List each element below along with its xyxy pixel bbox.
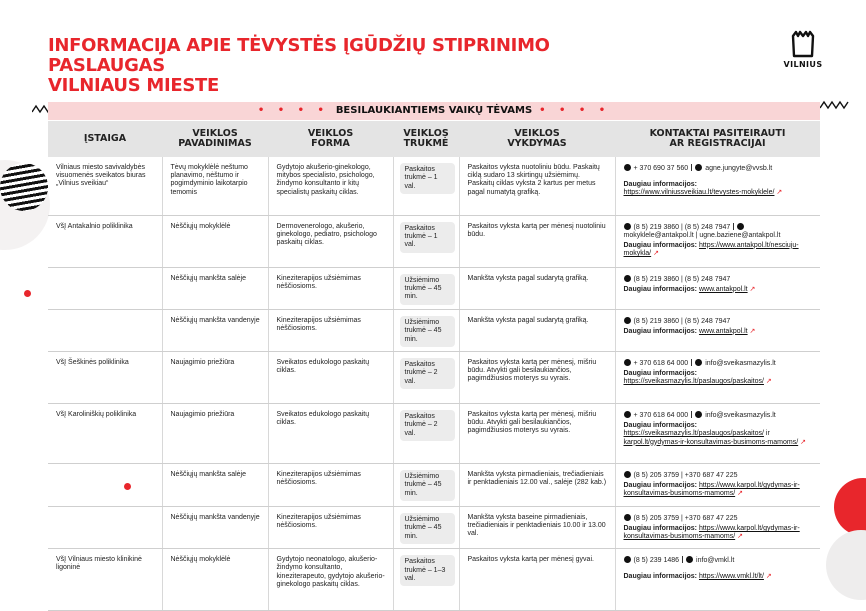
more-info-label: Daugiau informacijos: xyxy=(623,482,698,490)
more-info-link[interactable]: https://www.karpol.lt/gydymas-ir-konsultavimas-busimoms-mamoms/ xyxy=(623,525,800,541)
logo-text: VILNIUS xyxy=(783,60,823,69)
cell-activity-name: Nėščiųjų mankšta vandenyje xyxy=(162,506,268,548)
cell-activity-name: Nėščiųjų mankšta vandenyje xyxy=(162,309,268,351)
page-title-line2: VILNIAUS MIESTE xyxy=(48,75,220,96)
cell-institution: VšĮ Vilniaus miesto klinikinė ligoninė xyxy=(48,549,162,611)
cell-contacts xyxy=(615,463,820,506)
phone-number: (8 5) 219 3860 | (8 5) 248 7947 xyxy=(633,317,731,325)
table-row xyxy=(48,463,820,506)
cell-activity-name: Nėščiųjų mokyklėlė xyxy=(162,215,268,267)
cell-contacts xyxy=(615,403,820,463)
table-row xyxy=(48,309,820,351)
table-row xyxy=(48,506,820,548)
separator xyxy=(691,164,692,171)
cursor-arrow-icon: ↗ xyxy=(735,490,743,498)
phone-number: (8 5) 205 3759 | +370 687 47 225 xyxy=(633,514,738,522)
page-title-line1: INFORMACIJA APIE TĖVYSTĖS ĮGŪDŽIŲ STIPRINIMO PASLAUGAS xyxy=(48,35,550,76)
table-row xyxy=(48,351,820,403)
email-address[interactable]: info@sveikasmazylis.lt xyxy=(705,359,776,367)
more-info-line xyxy=(624,422,815,447)
table-row xyxy=(48,549,820,611)
cell-execution: Mankšta vyksta pagal sudarytą grafiką. xyxy=(459,309,615,351)
more-info-label: Daugiau informacijos: xyxy=(623,285,698,293)
more-info-label: Daugiau informacijos: xyxy=(623,525,698,533)
phone-icon xyxy=(624,411,631,418)
phone-number: + 370 690 37 560 xyxy=(633,165,689,172)
cell-execution: Paskaitos vyksta kartą per mėnesį, mišriu būdu. Atvykti gali besilaukiančios, pagimdžiusios moterys su vyrais. xyxy=(459,403,615,463)
duration-badge: Užsiėmimo trukmė – 45 min. xyxy=(400,470,455,501)
col-header-form: VEIKLOS FORMA xyxy=(307,128,354,149)
more-info-link[interactable]: www.antakpol.lt xyxy=(698,327,748,335)
more-info-line xyxy=(624,328,815,336)
cell-execution: Paskaitos vyksta kartą per mėnesį gyvai. xyxy=(459,549,615,611)
duration-badge: Paskaitos trukmė – 2 val. xyxy=(400,410,455,441)
contact-line xyxy=(624,556,815,565)
phone-number: + 370 618 64 000 xyxy=(633,359,689,367)
more-info-link[interactable]: https://sveikasmazylis.lt/paslaugos/paskaitos/ xyxy=(623,378,764,386)
phone-number: (8 5) 219 3860 | (8 5) 248 7947 xyxy=(633,275,731,283)
cell-execution: Paskaitos vyksta kartą per mėnesį, mišriu būdu. Atvykti gali besilaukiančios, pagimdžiusios moterys su vyrais. xyxy=(459,351,615,403)
section-title-bar xyxy=(48,102,820,120)
contact-line xyxy=(624,471,815,480)
more-info-line xyxy=(624,573,815,581)
more-info-link[interactable]: www.antakpol.lt xyxy=(698,285,748,293)
col-header-duration: VEIKLOS TRUKMĖ xyxy=(403,128,449,149)
cell-contacts xyxy=(615,351,820,403)
cursor-arrow-icon: ↗ xyxy=(763,573,772,581)
phone-number: + 370 618 64 000 xyxy=(633,411,689,419)
table-row xyxy=(48,403,820,463)
phone-icon xyxy=(624,223,631,230)
cell-institution: Vilniaus miesto savivaldybės visuomenės sveikatos biuras „Vilnius sveikiau“ xyxy=(48,157,162,215)
cell-duration xyxy=(393,267,459,309)
cell-activity-name: Nėščiųjų mankšta salėje xyxy=(162,463,268,506)
phone-number: (8 5) 205 3759 | +370 687 47 225 xyxy=(633,471,738,479)
phone-icon xyxy=(624,317,631,324)
contact-line xyxy=(624,411,815,420)
cell-institution: VšĮ Šeškinės poliklinika xyxy=(48,351,162,403)
cursor-arrow-icon: ↗ xyxy=(763,378,772,386)
duration-badge: Užsiėmimo trukmė – 45 min. xyxy=(400,316,455,347)
cell-contacts xyxy=(615,506,820,548)
cell-execution: Mankšta vyksta pirmadieniais, trečiadieniais ir penktadieniais 12.00 val., salėje (282 kab.) xyxy=(459,463,615,506)
email-icon xyxy=(695,164,702,171)
email-icon xyxy=(686,556,693,563)
contact-line xyxy=(624,164,815,173)
phone-icon xyxy=(624,164,631,171)
cell-duration xyxy=(393,215,459,267)
col-header-execution: VEIKLOS VYKDYMAS xyxy=(507,128,567,149)
email-icon xyxy=(695,359,702,366)
cell-activity-name: Nėščiųjų mokyklėlė xyxy=(162,549,268,611)
services-table xyxy=(48,157,820,611)
cell-contacts xyxy=(615,267,820,309)
separator xyxy=(691,359,692,366)
cell-execution: Paskaitos vyksta nuotoliniu būdu. Paskaitų ciklą sudaro 13 skirtingų užsiėmimų. Paskaitų ciklas vyksta 2 kartus per metus pagal numatytą grafiką. xyxy=(459,157,615,215)
cell-contacts xyxy=(615,215,820,267)
cursor-arrow-icon: ↗ xyxy=(651,250,659,258)
cell-activity-name: Naujagimio priežiūra xyxy=(162,351,268,403)
decor-striped-circle xyxy=(0,163,48,211)
cell-duration xyxy=(393,351,459,403)
decor-red-dot xyxy=(24,290,31,297)
cell-institution: VšĮ Karoliniškių poliklinika xyxy=(48,403,162,463)
duration-badge: Paskaitos trukmė – 1 val. xyxy=(400,222,455,253)
table-row xyxy=(48,267,820,309)
table-row xyxy=(48,157,820,215)
separator xyxy=(733,223,734,230)
cell-duration xyxy=(393,309,459,351)
cell-institution: VšĮ Antakalnio poliklinika xyxy=(48,215,162,267)
phone-icon xyxy=(624,275,631,282)
link-join: ir xyxy=(763,430,770,438)
contact-line xyxy=(624,223,815,240)
duration-badge: Užsiėmimo trukmė – 45 min. xyxy=(400,274,455,305)
email-address[interactable]: agne.jungyte@vvsb.lt xyxy=(705,165,773,172)
more-info-link[interactable]: https://www.karpol.lt/gydymas-ir-konsultavimas-busimoms-mamoms/ xyxy=(623,482,800,498)
cell-duration xyxy=(393,403,459,463)
cursor-arrow-icon: ↗ xyxy=(798,438,806,446)
phone-icon xyxy=(624,514,631,521)
page-title xyxy=(48,36,648,96)
cell-institution xyxy=(48,267,162,309)
more-info-line xyxy=(624,242,815,258)
contact-line xyxy=(624,317,815,326)
more-info-link-2[interactable]: karpol.lt/gydymas-ir-konsultavimas-busimoms-mamoms/ xyxy=(623,438,799,446)
cell-activity-form: Dermovenerologo, akušerio, ginekologo, pediatro, psichologo paskaitų ciklas. xyxy=(268,215,393,267)
cell-institution xyxy=(48,506,162,548)
email-icon xyxy=(695,411,702,418)
more-info-line xyxy=(624,286,815,294)
cell-contacts xyxy=(615,157,820,215)
cell-duration xyxy=(393,506,459,548)
cursor-arrow-icon: ↗ xyxy=(747,285,756,293)
more-info-label: Daugiau informacijos: xyxy=(623,370,698,378)
phone-icon xyxy=(624,556,631,563)
cell-activity-form: Kineziterapijos užsiėmimas nėščiosioms. xyxy=(268,463,393,506)
duration-badge: Užsiėmimo trukmė – 45 min. xyxy=(400,513,455,544)
cell-activity-form: Kineziterapijos užsiėmimas nėščiosioms. xyxy=(268,267,393,309)
email-address[interactable]: mokyklele@antakpol.lt | ugne.baziene@antakpol.lt xyxy=(623,231,781,239)
cell-activity-form: Sveikatos edukologo paskaitų ciklas. xyxy=(268,351,393,403)
col-header-contacts: KONTAKTAI PASITEIRAUTI AR REGISTRACIJAI xyxy=(649,128,786,149)
more-info-link[interactable]: https://www.antakpol.lt/nesciuju-mokykla/ xyxy=(623,241,799,258)
section-title: BESILAUKIANTIEMS VAIKŲ TĖVAMS xyxy=(335,105,533,116)
zigzag-decoration-right xyxy=(820,100,850,110)
col-header-institution: ĮSTAIGA xyxy=(83,133,127,144)
duration-badge: Paskaitos trukmė – 1–3 val. xyxy=(400,555,455,586)
more-info-label: Daugiau informacijos: xyxy=(623,181,698,189)
cell-activity-name: Tėvų mokyklėlė neštumo planavimo, nėštumo ir pogimdyminio laikotarpio temomis xyxy=(162,157,268,215)
cell-duration xyxy=(393,463,459,506)
more-info-link[interactable]: https://www.vmkl.lt/lt/ xyxy=(698,573,764,581)
cell-duration xyxy=(393,549,459,611)
more-info-line xyxy=(624,482,815,498)
cell-activity-form: Gydytojo akušerio-ginekologo, mitybos specialisto, psichologo, žindymo konsultanto ir kitų specialistų paskaitų ciklas. xyxy=(268,157,393,215)
more-info-label: Daugiau informacijos: xyxy=(623,422,698,430)
cell-activity-form: Sveikatos edukologo paskaitų ciklas. xyxy=(268,403,393,463)
decor-grey-circle-right xyxy=(826,530,866,600)
section-dots-left: • • • • xyxy=(257,105,329,116)
more-info-label: Daugiau informacijos: xyxy=(623,327,698,335)
phone-number: (8 5) 239 1486 xyxy=(633,557,680,565)
cell-institution xyxy=(48,463,162,506)
separator xyxy=(682,556,683,563)
separator xyxy=(691,411,692,418)
castle-tower-icon xyxy=(790,30,816,58)
cell-activity-form: Kineziterapijos užsiėmimas nėščiosioms. xyxy=(268,309,393,351)
contact-line xyxy=(624,275,815,284)
cursor-arrow-icon: ↗ xyxy=(747,327,756,335)
more-info-line xyxy=(624,525,815,541)
cell-duration xyxy=(393,157,459,215)
cursor-arrow-icon: ↗ xyxy=(774,189,783,197)
cell-contacts xyxy=(615,309,820,351)
more-info-link[interactable]: https://www.vilniussveikiau.lt/tevystes-mokyklele/ xyxy=(623,189,775,197)
cell-execution: Mankšta vyksta pagal sudarytą grafiką. xyxy=(459,267,615,309)
cell-institution xyxy=(48,309,162,351)
more-info-label: Daugiau informacijos: xyxy=(623,573,698,581)
duration-badge: Paskaitos trukmė – 1 val. xyxy=(400,163,455,194)
cell-execution: Mankšta vyksta baseine pirmadieniais, trečiadieniais ir penktadieniais 10.00 ir 13.00 val. xyxy=(459,506,615,548)
cell-activity-form: Kineziterapijos užsiėmimas nėščiosioms. xyxy=(268,506,393,548)
email-icon xyxy=(737,223,744,230)
table-header xyxy=(48,121,820,157)
col-header-name: VEIKLOS PAVADINIMAS xyxy=(178,128,252,149)
more-info-label: Daugiau informacijos: xyxy=(623,241,698,249)
email-address[interactable]: info@vmkl.lt xyxy=(696,557,735,565)
contact-line xyxy=(624,359,815,368)
contact-line xyxy=(624,514,815,523)
more-info-line xyxy=(624,181,815,197)
cursor-arrow-icon: ↗ xyxy=(735,533,743,541)
phone-icon xyxy=(624,359,631,366)
table-row xyxy=(48,215,820,267)
duration-badge: Paskaitos trukmė – 2 val. xyxy=(400,358,455,389)
section-dots-right: • • • • xyxy=(539,105,611,116)
decor-red-circle-right xyxy=(834,478,866,536)
cell-contacts xyxy=(615,549,820,611)
cell-activity-name: Naujagimio priežiūra xyxy=(162,403,268,463)
vilnius-logo xyxy=(778,30,828,69)
email-address[interactable]: info@sveikasmazylis.lt xyxy=(705,411,776,419)
more-info-link[interactable]: https://sveikasmazylis.lt/paslaugos/paskaitos/ xyxy=(623,430,764,438)
cell-activity-name: Nėščiųjų mankšta salėje xyxy=(162,267,268,309)
cell-activity-form: Gydytojo neonatologo, akušerio-žindymo konsultanto, kineziterapeuto, gydytojo akušerio-ginekologo paskaitų ciklas. xyxy=(268,549,393,611)
cell-execution: Paskaitos vyksta kartą per mėnesį nuotoliniu būdu. xyxy=(459,215,615,267)
more-info-line xyxy=(624,370,815,386)
phone-number: (8 5) 219 3860 | (8 5) 248 7947 xyxy=(633,223,731,231)
phone-icon xyxy=(624,471,631,478)
